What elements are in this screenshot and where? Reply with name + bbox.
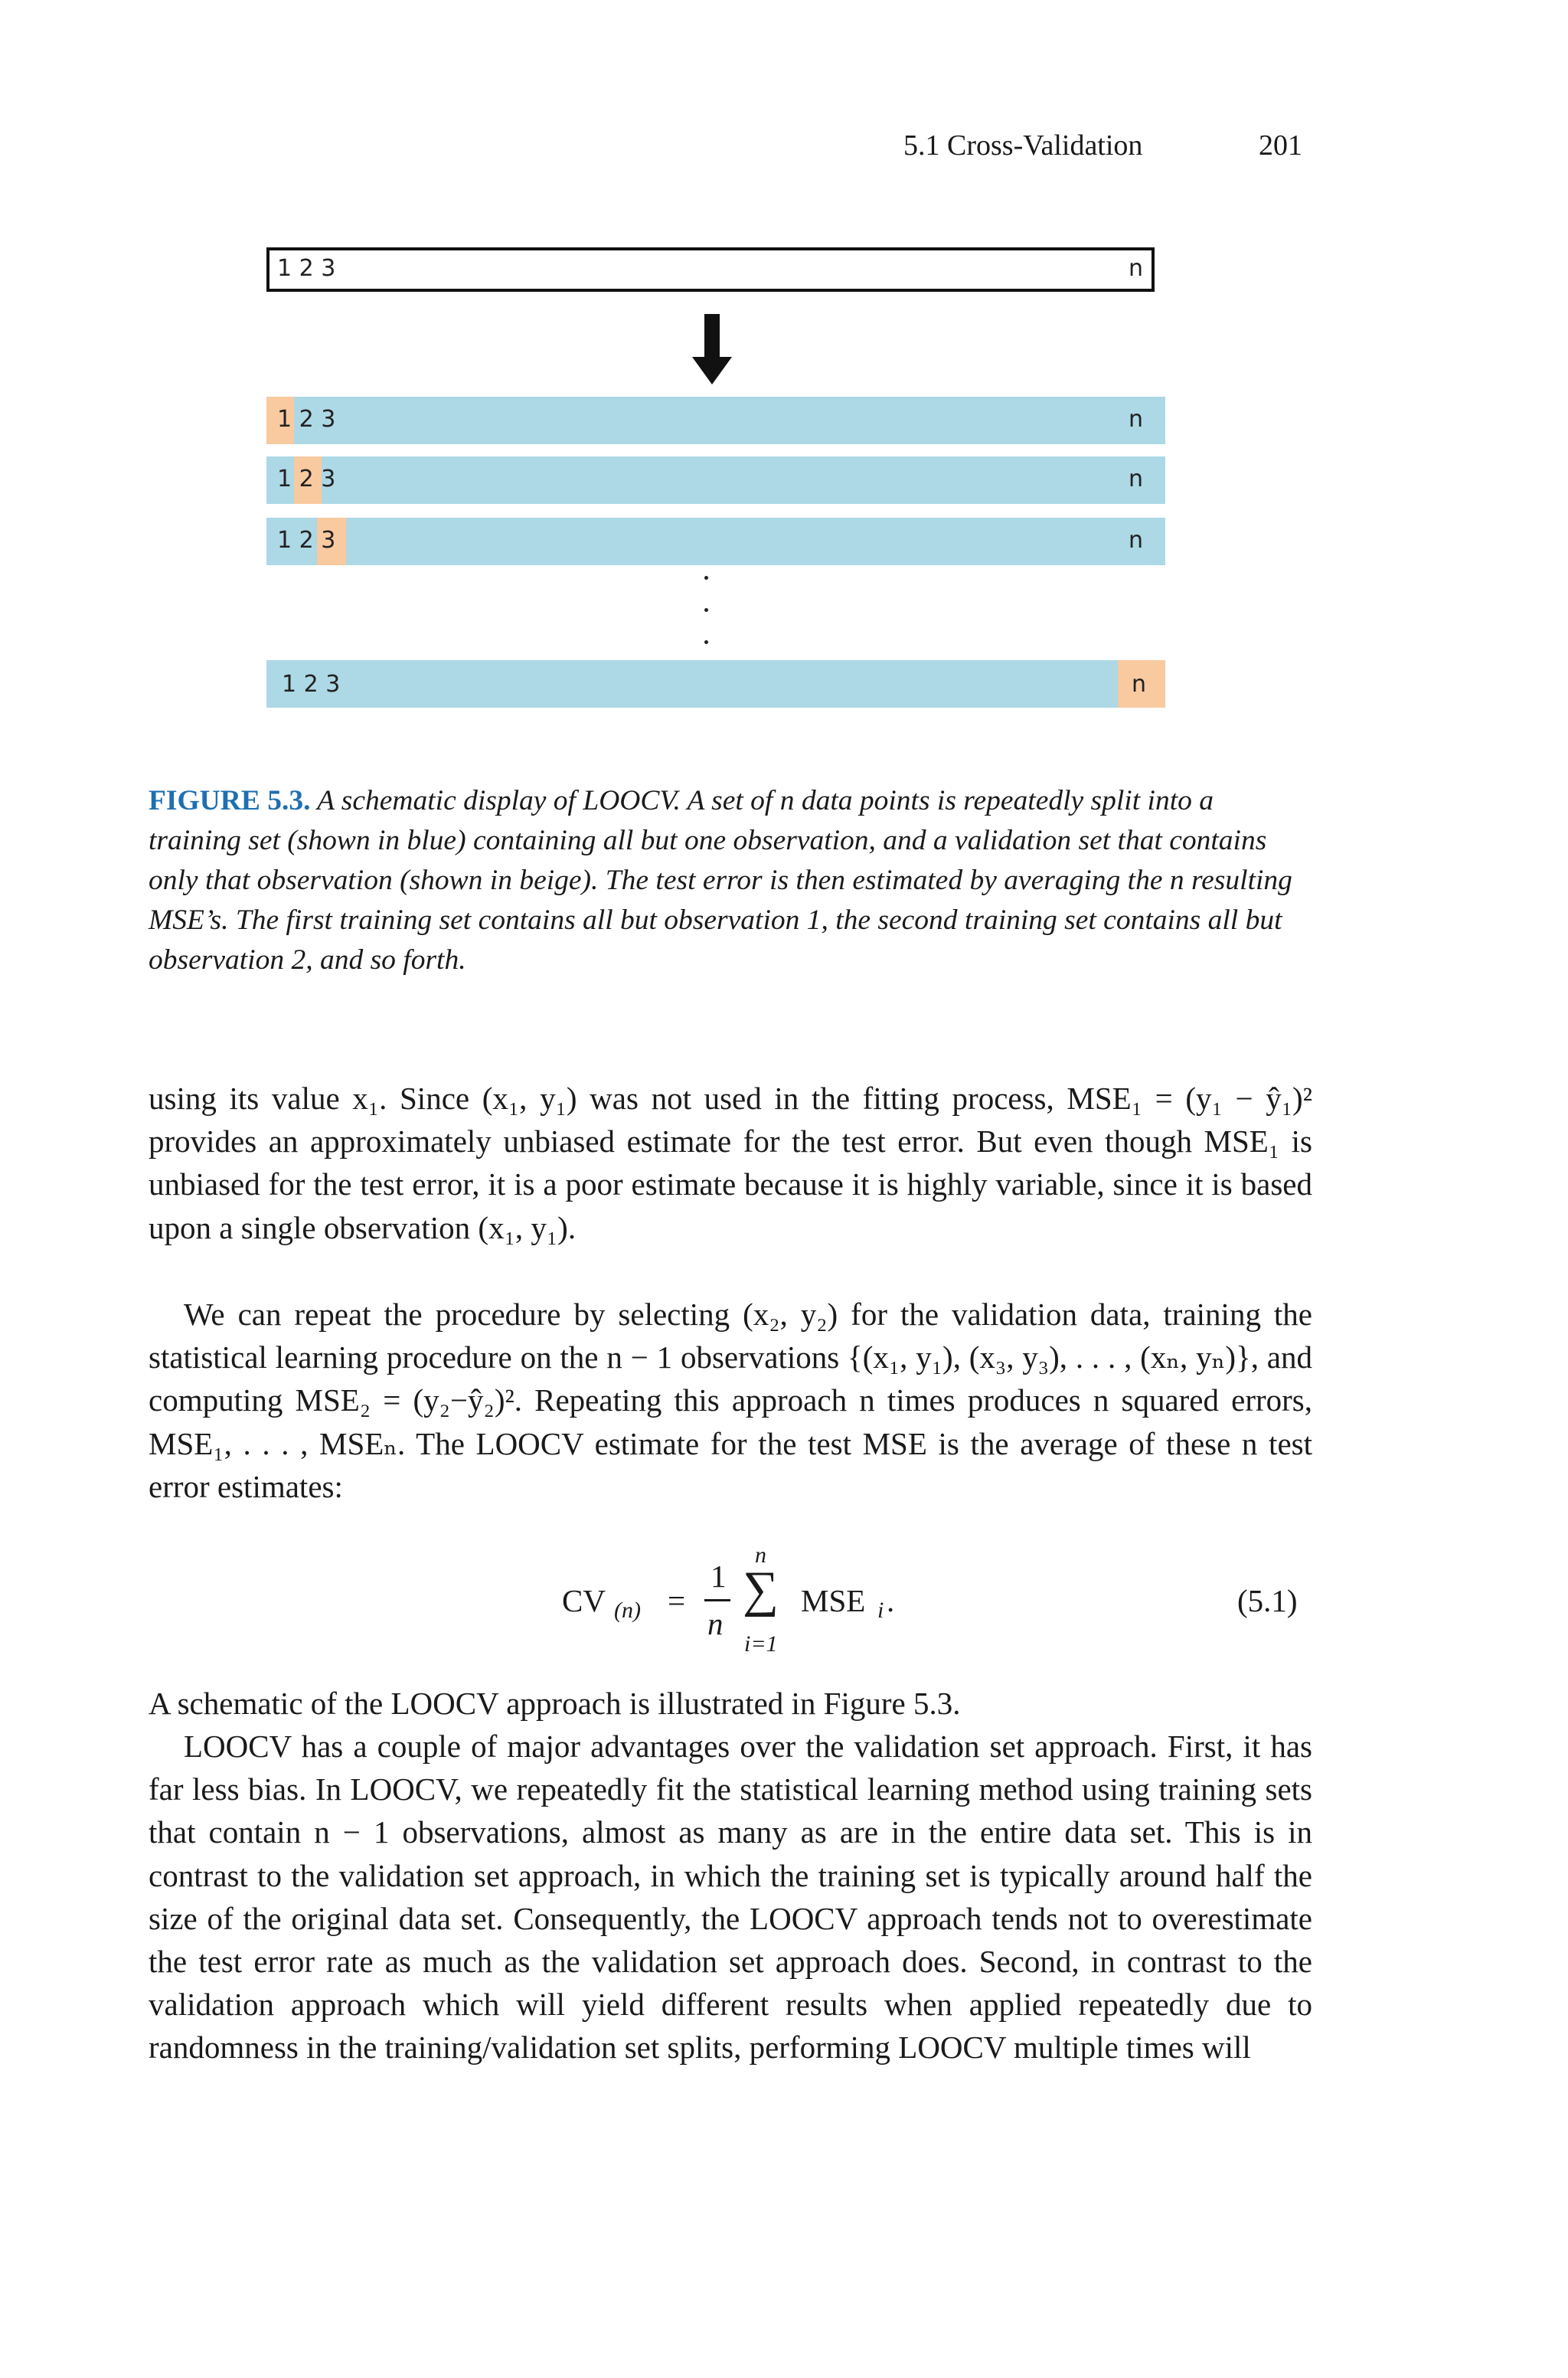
eq-number: (5.1) [1237, 1583, 1298, 1618]
figure-label: FIGURE 5.3. [149, 785, 311, 816]
split-row-2 [266, 456, 1165, 504]
eq-trailing: . [887, 1583, 895, 1618]
row-label-start: 1 2 3 [277, 466, 336, 492]
split-row-1 [266, 397, 1165, 444]
full-dataset-row [266, 247, 1155, 292]
eq-fraction-numerator: 1 [710, 1559, 727, 1594]
eq-term-subscript: i [877, 1598, 884, 1623]
row-label-end: n [1129, 527, 1144, 554]
page-number: 201 [1259, 129, 1302, 162]
caption-text: A schematic display of LOOCV. A set of n data points is repeatedly split into a training set (shown in blue) containing all but one observation, and a validation set that contains only that observation (shown in beige). The test error is then estimated by averaging the n resulting MSE’s. The first training set contains all but observation 1, the second training set contains all but observation 2, and so forth. [149, 785, 1292, 976]
row-label-end: n [1129, 406, 1144, 433]
row-label-start: 1 2 3 [277, 406, 336, 433]
row-label-end: n [1132, 671, 1147, 698]
eq-lhs-subscript: (n) [614, 1598, 641, 1623]
row-label-start: 1 2 3 [277, 527, 336, 554]
paragraph-1: using its value x₁. Since (x₁, y₁) was not used in the fitting process, MSE₁ = (y₁ − ŷ₁)² provides an approximately unbiased estimate for the test error. But even though MSE₁ is unbiased for the test error, it is a poor estimate because it is highly variable, since it is based upon a single observation (x₁, y₁). [149, 1081, 1312, 1245]
paragraph-4: LOOCV has a couple of major advantages over the validation set approach. First, it has far less bias. In LOOCV, we repeatedly fit the statistical learning method using training sets that contain n − 1 observations, almost as many as are in the entire data set. This is in contrast to the validation set approach, in which the training set is typically around half the size of the original data set. Consequently, the LOOCV approach tends not to overestimate the test error rate as much as the validation set approach does. Second, in contrast to the validation approach which will yield different results when applied repeatedly due to randomness in the training/validation set splits, performing LOOCV multiple times will [149, 1729, 1312, 2066]
eq-fraction-denominator: n [707, 1606, 724, 1641]
paragraph-3: A schematic of the LOOCV approach is illustrated in Figure 5.3. [149, 1686, 961, 1721]
ellipsis-dot [704, 640, 708, 644]
ellipsis-dot [704, 608, 708, 612]
row-label-start: 1 2 3 [277, 255, 336, 282]
eq-fraction-bar [704, 1599, 730, 1601]
eq-lhs: CV [562, 1583, 606, 1618]
down-arrow-icon [704, 314, 720, 360]
paragraph-2: We can repeat the procedure by selecting (x₂, y₂) for the validation data, training the statistical learning procedure on the n − 1 observations {(x₁, y₁), (x₃, y₃), . . . , (xₙ, yₙ)}, and computing MSE₂ = (y₂−ŷ₂)². Repeating this approach n times produces n squared errors, MSE₁, . . . , MSEₙ. The LOOCV estimate for the test MSE is the average of these n test error estimates: [149, 1297, 1312, 1504]
figure-caption [149, 781, 1312, 980]
eq-sum-symbol: ∑ [743, 1562, 779, 1617]
eq-sum-lower: i=1 [744, 1631, 778, 1657]
split-row-3 [266, 518, 1165, 565]
split-row-n [266, 660, 1165, 708]
row-label-start: 1 2 3 [282, 671, 341, 698]
eq-equals: = [668, 1583, 686, 1618]
eq-sum-upper: n [755, 1542, 766, 1568]
down-arrow-head-icon [692, 357, 732, 384]
equation-5-1 [562, 1542, 1312, 1670]
eq-term: MSE [801, 1583, 866, 1618]
row-label-end: n [1129, 255, 1144, 282]
running-header-section: 5.1 Cross-Validation [903, 129, 1143, 162]
row-label-end: n [1129, 466, 1144, 492]
ellipsis-dot [704, 576, 708, 580]
